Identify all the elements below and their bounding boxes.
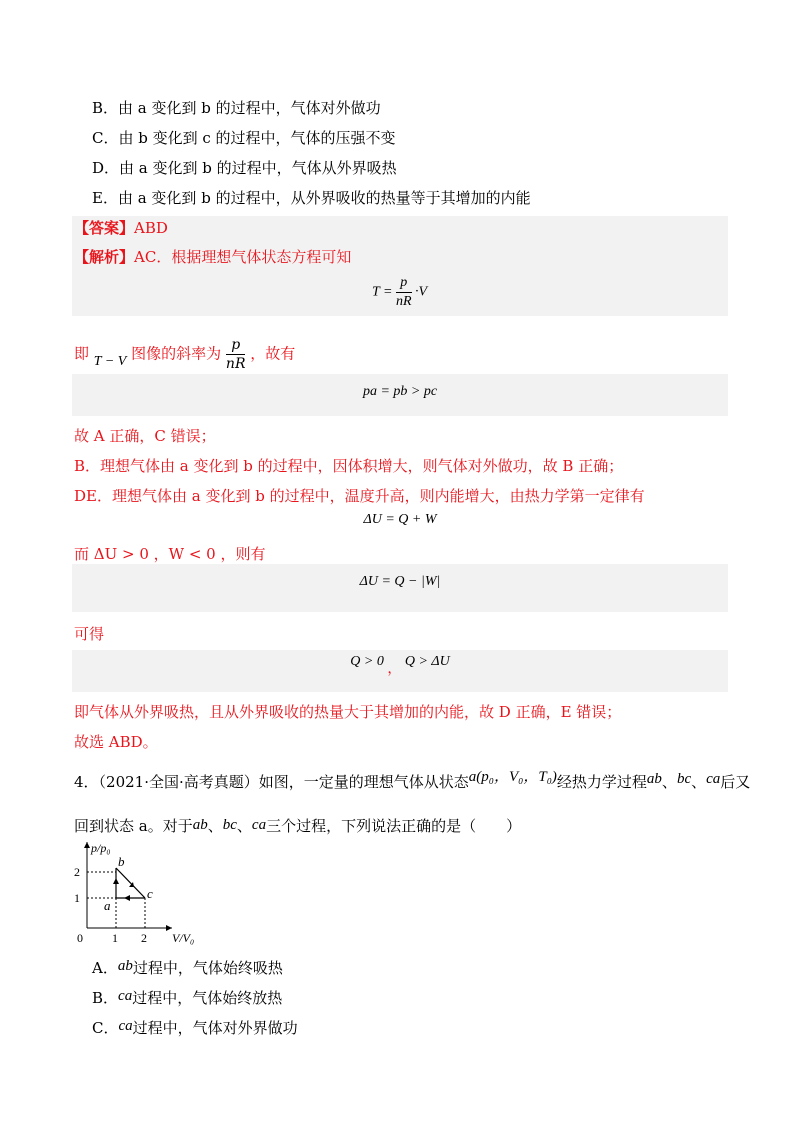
q4-option-b-letter: B．	[92, 989, 119, 1007]
final-line-2: 故选 ABD。	[74, 733, 158, 751]
x-tick-0: 0	[77, 931, 83, 945]
y-axis-label: p/p₀	[91, 841, 111, 855]
de-explanation: DE．理想气体由 a 变化到 b 的过程中，温度升高，则内能增大，由热力学第一定律有	[74, 487, 645, 505]
slope-fraction	[226, 336, 246, 373]
point-b-label: b	[118, 854, 125, 869]
q4-option-a-letter: A．	[92, 959, 118, 977]
eq5-box	[72, 650, 728, 692]
answer-box	[72, 216, 728, 244]
equation-5	[72, 652, 728, 677]
slope-den: nR	[225, 356, 246, 372]
q4-sep-2: 、	[691, 773, 707, 791]
point-c-label: c	[147, 886, 153, 901]
q4-sep-3: 、	[207, 817, 223, 835]
b-explanation: B．理想气体由 a 变化到 b 的过程中，因体积增大，则气体对外做功，故 B 正确；	[74, 457, 624, 475]
q4-stem2: 经热力学过程	[556, 773, 647, 791]
option-d-prev: D．由 a 变化到 b 的过程中，气体从外界吸热	[92, 159, 397, 177]
q4-option-c	[92, 1018, 298, 1039]
q4-proc-bc: bc	[676, 771, 692, 787]
answer-label: 【答案】	[74, 219, 135, 237]
q4-proc-ca-2: ca	[251, 817, 267, 833]
slope-var: T − V	[93, 353, 127, 369]
equation-4: ΔU = Q − |W|	[359, 574, 441, 589]
q4-option-b-text: 过程中，气体始终放热	[132, 989, 283, 1007]
eq1-num: p	[396, 274, 412, 293]
q4-stem4: 回到状态 a。对于	[74, 817, 193, 835]
q4-sep-4: 、	[236, 817, 252, 835]
eq5-sep: ，	[387, 662, 402, 677]
answer-line	[74, 218, 168, 238]
slope-mid: 图像的斜率为	[131, 344, 222, 363]
eq1-fraction	[396, 274, 412, 311]
q4-option-a	[92, 958, 283, 979]
eq4-box	[72, 564, 728, 612]
q4-option-a-proc: ab	[117, 958, 133, 974]
q4-stem3: 后又	[720, 773, 751, 791]
q4-stem-line2	[74, 814, 521, 839]
q4-proc-bc-2: bc	[222, 817, 237, 833]
q4-option-a-text: 过程中，气体始终吸热	[132, 959, 283, 977]
eq5-b: Q > ΔU	[404, 654, 450, 669]
equation-1	[372, 274, 427, 311]
slope-pre: 即	[74, 344, 90, 363]
q4-option-c-proc: ca	[118, 1018, 133, 1034]
y-tick-2: 2	[74, 865, 80, 879]
equation-3: ΔU = Q + W	[363, 512, 437, 527]
q4-stem-line1	[74, 770, 750, 795]
equation-2: pa = pb > pc	[362, 384, 438, 399]
x-tick-1: 1	[112, 931, 118, 945]
process-bc	[116, 868, 145, 898]
q4-option-c-text: 过程中，气体对外界做功	[132, 1019, 298, 1037]
q4-proc-ab-2: ab	[192, 817, 208, 833]
y-tick-1: 1	[74, 891, 80, 905]
slope-post: ，故有	[250, 344, 296, 363]
q4-sep-1: 、	[661, 773, 677, 791]
eq5-a: Q > 0	[350, 654, 384, 669]
q4-option-c-letter: C．	[92, 1019, 119, 1037]
q4-option-b-proc: ca	[118, 988, 133, 1004]
arrow-ab	[113, 878, 119, 884]
analysis-intro	[74, 247, 351, 267]
pv-graph	[72, 838, 202, 948]
slope-num: p	[226, 336, 246, 355]
slope-line	[74, 336, 295, 373]
condition-line: 而 ΔU > 0 ，W < 0 ，则有	[74, 545, 266, 563]
q4-proc-ab: ab	[646, 771, 662, 787]
q4-proc-ca: ca	[706, 771, 721, 787]
final-line-1: 即气体从外界吸热，且从外界吸收的热量大于其增加的内能，故 D 正确，E 错误；	[74, 703, 622, 721]
option-b-prev: B．由 a 变化到 b 的过程中，气体对外做功	[92, 99, 381, 117]
q4-stem5: 三个过程，下列说法正确的是（ ）	[266, 817, 522, 835]
arrow-ca	[124, 895, 130, 901]
kede-line: 可得	[74, 625, 105, 643]
q4-option-b	[92, 988, 282, 1009]
q4-state: a(p₀，V₀，T₀)	[468, 769, 557, 785]
eq1-left: T =	[372, 284, 393, 300]
eq2-box	[72, 374, 728, 416]
q4-stem1: 4．（2021·全国·高考真题）如图，一定量的理想气体从状态	[74, 773, 469, 791]
point-a-label: a	[104, 898, 111, 913]
option-c-prev: C．由 b 变化到 c 的过程中，气体的压强不变	[92, 129, 396, 147]
option-e-prev: E．由 a 变化到 b 的过程中，从外界吸收的热量等于其增加的内能	[92, 189, 531, 207]
answer-value: ABD	[134, 219, 168, 237]
x-tick-2: 2	[141, 931, 147, 945]
eq1-right: ·V	[415, 284, 428, 300]
conclusion-1: 故 A 正确，C 错误；	[74, 427, 216, 445]
analysis-label: 【解析】	[74, 248, 135, 266]
analysis-intro-text: AC．根据理想气体状态方程可知	[134, 248, 352, 266]
x-axis-label: V/V₀	[172, 931, 195, 945]
eq1-den: nR	[395, 294, 412, 309]
